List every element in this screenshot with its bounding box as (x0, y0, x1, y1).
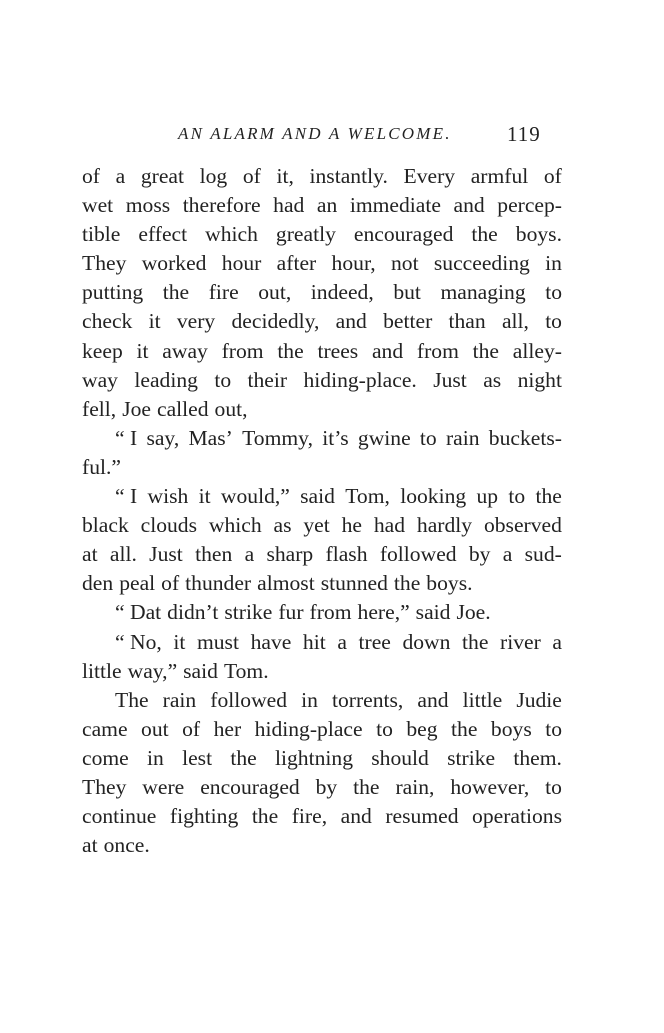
word: little (82, 658, 122, 683)
word: rain (162, 687, 197, 712)
word: the (251, 804, 279, 829)
word: fighting (169, 804, 239, 829)
page-number: 119 (507, 122, 541, 146)
text-line (82, 307, 562, 336)
body-text (82, 162, 562, 860)
word: a (337, 629, 347, 654)
word: gwine (357, 425, 411, 450)
word: out, (258, 280, 292, 305)
word: rain (445, 425, 480, 450)
word: way (82, 367, 118, 392)
word: strike (447, 745, 496, 770)
word: the (353, 774, 380, 799)
text-line (82, 773, 562, 802)
word: say, (146, 425, 180, 450)
word: tible (82, 222, 121, 247)
word: boys. (515, 222, 562, 247)
word: wet (82, 193, 114, 218)
word: it’s (322, 425, 349, 450)
word: black (82, 513, 129, 538)
word: They (82, 774, 127, 799)
word: were (142, 774, 185, 799)
word: river (500, 629, 541, 654)
text-line (82, 598, 562, 627)
word: stunned (320, 571, 388, 596)
word: hiding-place. (303, 367, 417, 392)
word: not (390, 251, 419, 276)
word: sharp (266, 542, 314, 567)
word: down (402, 629, 451, 654)
word: armful (470, 164, 529, 188)
text-line (82, 511, 562, 540)
word: clouds (140, 513, 198, 538)
word: alley- (512, 338, 562, 363)
text-line (82, 831, 562, 860)
word: keep (82, 338, 123, 363)
word: managing (440, 280, 526, 305)
word: didn’t (167, 600, 219, 625)
word: by (315, 774, 338, 799)
word: sud- (524, 542, 562, 567)
word: succeeding (433, 251, 530, 276)
word: the (230, 745, 257, 770)
word: the (535, 484, 562, 509)
word: of (543, 164, 562, 188)
word: putting (82, 280, 144, 305)
word: he (341, 513, 363, 538)
word: and (340, 804, 372, 829)
word: decidedly, (231, 309, 320, 334)
word: Tom, (345, 484, 390, 509)
word: worked (141, 251, 207, 276)
word: up (476, 484, 499, 509)
word: a (244, 542, 255, 567)
word: lightning (275, 745, 353, 770)
word: it (198, 484, 211, 509)
word: continue (82, 804, 157, 829)
word: Just (149, 542, 183, 567)
word: it, (276, 164, 294, 188)
text-line (82, 424, 562, 453)
word: have (250, 629, 292, 654)
word: to (376, 716, 393, 741)
word: but (393, 280, 421, 305)
word: had (273, 193, 305, 218)
word: the (471, 222, 498, 247)
running-head (0, 124, 664, 154)
word: boys. (426, 571, 473, 596)
text-line (82, 482, 562, 511)
text-line (82, 569, 562, 598)
word: and (335, 309, 367, 334)
word: Joe (122, 396, 151, 421)
word: by (468, 542, 491, 567)
word: instantly. (309, 164, 388, 188)
word: hit (302, 629, 326, 654)
word: operations (472, 804, 562, 829)
word: lest (182, 745, 213, 770)
word: Every (403, 164, 456, 188)
word: strike (224, 600, 273, 625)
word: fell, (82, 396, 117, 421)
word: which (205, 222, 258, 247)
word: all. (109, 542, 137, 567)
word: “ Dat (115, 600, 162, 625)
word: to (508, 484, 526, 509)
word: immediate (349, 193, 441, 218)
word: it (148, 309, 161, 334)
word: of (82, 164, 100, 188)
word: in (301, 687, 318, 712)
word: “ I (115, 425, 138, 450)
text-line (82, 337, 562, 366)
word: peal (119, 571, 156, 596)
word: torrents, (331, 687, 404, 712)
text-line (82, 395, 562, 424)
word: log (199, 164, 228, 188)
word: Tommy, (242, 425, 313, 450)
word: here,” (357, 600, 410, 625)
text-line (82, 191, 562, 220)
word: of (182, 716, 201, 741)
word: than (448, 309, 486, 334)
word: would,” (220, 484, 290, 509)
word: in (545, 251, 562, 276)
text-line (82, 744, 562, 773)
word: a (502, 542, 513, 567)
word: it (136, 338, 149, 363)
word: way,” (127, 658, 178, 683)
word: and (453, 193, 485, 218)
word: at (82, 833, 98, 858)
word: resumed (385, 804, 459, 829)
word: said (300, 484, 335, 509)
text-line (82, 802, 562, 831)
text-line (82, 686, 562, 715)
word: however, (450, 774, 530, 799)
word: as (273, 513, 292, 538)
word: looking (400, 484, 467, 509)
text-line (82, 249, 562, 278)
word: followed (379, 542, 457, 567)
word: of (161, 571, 180, 596)
word: hour, (331, 251, 376, 276)
word: to (545, 309, 562, 334)
word: greatly (275, 222, 336, 247)
word: fire, (291, 804, 328, 829)
word: moss (125, 193, 171, 218)
word: their (247, 367, 288, 392)
word: from (221, 338, 264, 363)
word: once. (103, 833, 150, 858)
word: come (82, 745, 129, 770)
word: at (82, 542, 98, 567)
text-line (82, 715, 562, 744)
word: away (162, 338, 208, 363)
word: beg (406, 716, 438, 741)
word: Judie (516, 687, 562, 712)
word: to (545, 774, 562, 799)
word: den (82, 571, 114, 596)
word: “ No, (115, 629, 162, 654)
text-line (82, 220, 562, 249)
text-line (82, 540, 562, 569)
word: Just (433, 367, 467, 392)
word: the (462, 629, 489, 654)
text-line (82, 278, 562, 307)
text-line (82, 366, 562, 395)
word: check (82, 309, 133, 334)
word: to (545, 280, 562, 305)
word: to (545, 716, 562, 741)
text-line (82, 628, 562, 657)
word: hardly (416, 513, 473, 538)
word: to (419, 425, 437, 450)
word: ful.” (82, 454, 121, 479)
word: hiding-place (254, 716, 363, 741)
word: her (213, 716, 242, 741)
word: encouraged (353, 222, 454, 247)
word: Mas’ (188, 425, 233, 450)
word: fire (208, 280, 239, 305)
word: it (173, 629, 186, 654)
word: yet (303, 513, 330, 538)
word: night (517, 367, 562, 392)
word: the (472, 338, 500, 363)
word: tree (358, 629, 391, 654)
word: must (196, 629, 239, 654)
word: the (451, 716, 478, 741)
word: percep- (497, 193, 562, 218)
word: from (416, 338, 459, 363)
word: therefore (182, 193, 261, 218)
word: rain, (395, 774, 435, 799)
word: of (242, 164, 261, 188)
word: flash (325, 542, 368, 567)
word: “ I (115, 484, 138, 509)
word: and (371, 338, 404, 363)
word: in (147, 745, 164, 770)
text-line (82, 453, 562, 482)
word: the (393, 571, 421, 596)
word: all, (501, 309, 529, 334)
word: should (371, 745, 429, 770)
word: called (156, 396, 209, 421)
running-title: AN ALARM AND A WELCOME. (178, 124, 452, 143)
word: as (483, 367, 502, 392)
text-line (82, 657, 562, 686)
word: They (82, 251, 127, 276)
word: a (115, 164, 126, 188)
word: from (309, 600, 352, 625)
word: said (183, 658, 218, 683)
word: thunder (185, 571, 252, 596)
word: hour (221, 251, 262, 276)
word: wish (147, 484, 189, 509)
word: out, (214, 396, 248, 421)
word: followed (210, 687, 288, 712)
word: boys (490, 716, 532, 741)
word: the (277, 338, 304, 363)
word: effect (138, 222, 188, 247)
word: The (115, 687, 149, 712)
word: better (383, 309, 433, 334)
word: observed (483, 513, 562, 538)
word: which (208, 513, 262, 538)
word: very (176, 309, 216, 334)
word: said (415, 600, 451, 625)
word: Tom. (223, 658, 269, 683)
word: then (195, 542, 233, 567)
text-line (82, 162, 562, 191)
word: buckets- (488, 425, 562, 450)
word: had (373, 513, 406, 538)
word: encouraged (200, 774, 300, 799)
word: great (140, 164, 184, 188)
word: and (417, 687, 449, 712)
word: trees (317, 338, 359, 363)
word: Joe. (456, 600, 491, 625)
word: fur (278, 600, 304, 625)
word: leading (134, 367, 198, 392)
word: an (316, 193, 338, 218)
word: a (552, 629, 562, 654)
word: to (214, 367, 232, 392)
word: after (276, 251, 317, 276)
word: them. (513, 745, 562, 770)
word: came (82, 716, 128, 741)
word: almost (257, 571, 315, 596)
word: out (141, 716, 169, 741)
word: the (162, 280, 190, 305)
word: indeed, (310, 280, 374, 305)
word: little (462, 687, 503, 712)
